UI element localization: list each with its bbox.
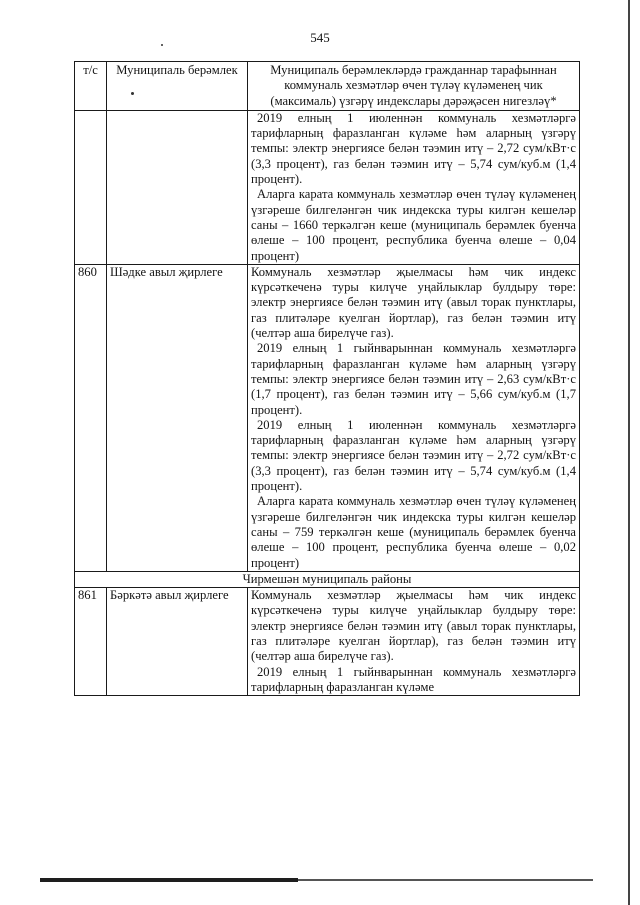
district-row — [75, 571, 580, 587]
scan-edge-bar — [40, 878, 298, 882]
paragraph-july-tariffs: 2019 елның 1 июленнән коммуналь хезмәтләргә тарифларның фаразланган күләме һәм аларның үзгәрү темпы: электр энергиясе белән тәэмин итү – 2,72 сум/кВт·с (3,3 процент), газ белән тәэмин итү – 5,74 сум/куб.м (1,4 процент). — [251, 110, 576, 187]
paragraph-utility-set: Коммуналь хезмәтләр җыелмасы һәм чик индекс күрсәткеченә туры килүче уңайлыклар булдыру төре: электр энергиясе белән тәэмин итү (авыл торак пунктлары, газ плитәләре куелган йортлар), газ белән тәэмин итү (челтәр аша бирелүче газ). — [251, 588, 576, 664]
page-number: 545 — [310, 30, 330, 45]
row-number: 860 — [75, 264, 107, 571]
header-index-basis: Муниципаль берәмлекләрдә гражданнар тарафыннан коммуналь хезмәтләр өчен түләү күләменең чик (максималь) үзгәрү индекслары дәрәҗәсен нигезләү* — [248, 62, 580, 111]
table-row-861 — [75, 588, 580, 696]
table-row-continuation — [75, 110, 580, 264]
paragraph-january-tariffs: 2019 елның 1 гыйнварыннан коммуналь хезмәтләргә тарифларның фаразланган күләме һәм аларның үзгәрү темпы: электр энергиясе белән тәэмин итү – 2,63 сум/кВт·с (1,7 процент), газ белән тәэмин итү – 5,66 сум/куб.м (1,7 процент). — [251, 341, 576, 417]
paragraph-january-tariffs: 2019 елның 1 гыйнварыннан коммуналь хезмәтләргә тарифларның фаразланган күләме — [251, 664, 576, 694]
scan-right-edge — [628, 0, 630, 905]
municipality-name: Шәдке авыл җирлеге — [107, 264, 248, 571]
row-number: 861 — [75, 588, 107, 696]
paragraph-people-count: Аларга карата коммуналь хезмәтләр өчен түләү күләменең үзгәреше билгеләнгән чик индекска туры килгән кешеләр саны – 759 теркәлгән кеше (муниципаль берәмлек буенча өлеше – 100 процент, республика буенча өлеше – 0,02 процент) — [251, 494, 576, 570]
header-number: т/с — [75, 62, 107, 111]
paragraph-people-count: Аларга карата коммуналь хезмәтләр өчен түләү күләменең үзгәреше билгеләнгән чик индекска туры килгән кешеләр саны – 1660 теркәлгән кеше (муниципаль берәмлек буенча өлеше – 100 процент, республика буенча өлеше – 0,04 процент) — [251, 187, 576, 263]
header-municipality: Муниципаль берәмлек — [107, 62, 248, 111]
municipality-cell — [107, 110, 248, 264]
paragraph-july-tariffs: 2019 елның 1 июленнән коммуналь хезмәтләргә тарифларның фаразланган күләме һәм аларның үзгәрү темпы: электр энергиясе белән тәэмин итү – 2,72 сум/кВт·с (3,3 процент), газ белән тәэмин итү – 5,74 сум/куб.м (1,4 процент). — [251, 417, 576, 494]
table-row-860 — [75, 264, 580, 571]
tariff-table — [74, 61, 580, 696]
basis-cell — [248, 588, 580, 696]
basis-cell — [248, 264, 580, 571]
scan-speck — [161, 44, 163, 46]
district-heading: Чирмешән муниципаль районы — [75, 571, 580, 587]
municipality-name: Бәркәтә авыл җирлеге — [107, 588, 248, 696]
basis-cell — [248, 110, 580, 264]
table-header-row — [75, 62, 580, 111]
scan-edge-line — [298, 879, 593, 881]
paragraph-utility-set: Коммуналь хезмәтләр җыелмасы һәм чик индекс күрсәткеченә туры килүче уңайлыклар булдыру төре: электр энергиясе белән тәэмин итү (авыл торак пунктлары, газ плитәләре куелган йортлар), газ белән тәэмин итү (челтәр аша бирелүче газ). — [251, 264, 576, 341]
row-number-cell — [75, 110, 107, 264]
scan-speck — [131, 92, 134, 95]
